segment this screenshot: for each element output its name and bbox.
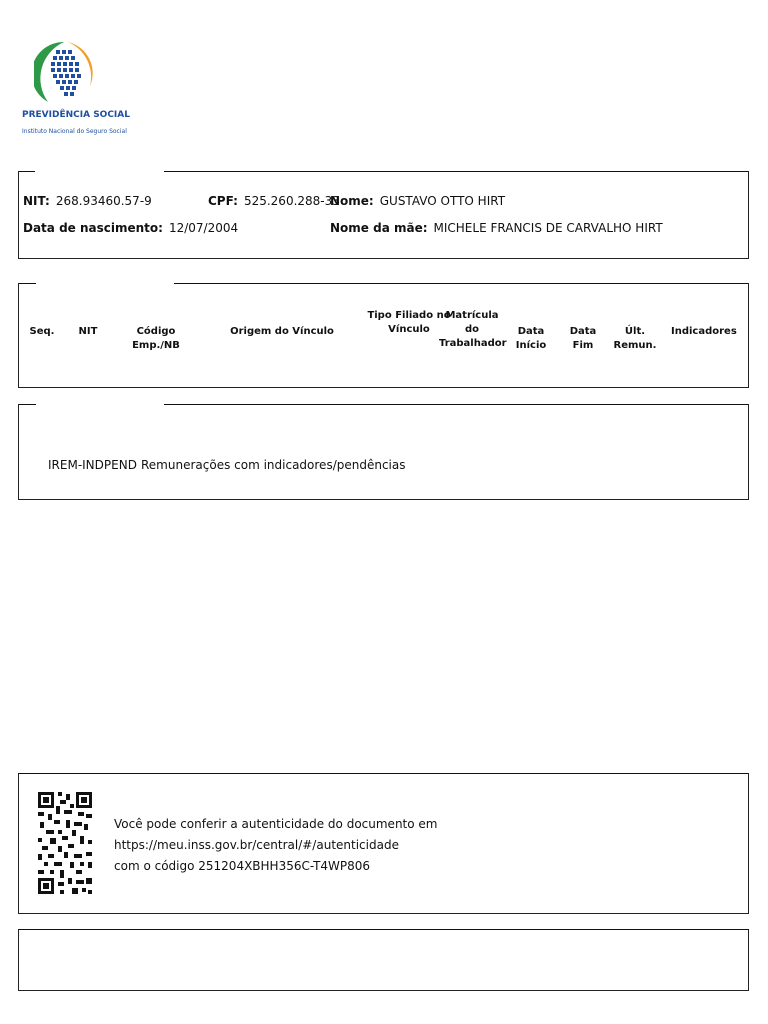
- nascimento-label: Data de nascimento:: [23, 221, 163, 235]
- legend-code: IREM-INDPEND: [48, 458, 137, 472]
- authenticity-url[interactable]: https://meu.inss.gov.br/central/#/autenticidade: [114, 838, 399, 852]
- cpf-value: 525.260.288-33: [243, 194, 340, 208]
- header-matricula-line1: Matrícula do: [445, 310, 499, 335]
- header-data-fim: Data Fim: [569, 326, 597, 351]
- nit-value: 268.93460.57-9: [55, 194, 152, 208]
- person-info-box: [18, 171, 749, 259]
- cpf-label: CPF:: [208, 194, 238, 208]
- qr-code-icon: [36, 790, 94, 896]
- authenticity-code: com o código 251204XBHH356C-T4WP806: [114, 859, 371, 873]
- legend-box: [18, 404, 749, 500]
- header-ult-remun: Últ. Remun.: [613, 326, 657, 351]
- header-indicadores: Indicadores: [671, 326, 737, 337]
- header-matricula-line2: Trabalhador: [439, 338, 507, 349]
- header-tipo-line2: Vínculo: [388, 324, 430, 335]
- authenticity-text: [114, 814, 437, 877]
- nascimento-value: 12/07/2004: [168, 221, 239, 235]
- logo-title: PREVIDÊNCIA SOCIAL: [22, 110, 130, 120]
- legend-description: Remunerações com indicadores/pendências: [141, 458, 406, 472]
- nome-field: [330, 194, 505, 208]
- nome-label: Nome:: [330, 194, 374, 208]
- previdencia-logo: [22, 40, 130, 140]
- header-data-inicio: Data Início: [515, 326, 547, 351]
- nome-value: GUSTAVO OTTO HIRT: [379, 194, 506, 208]
- header-seq: Seq.: [29, 326, 55, 337]
- authenticity-box: [18, 773, 749, 914]
- footer-box: [18, 929, 749, 991]
- mae-label: Nome da mãe:: [330, 221, 428, 235]
- logo-subtitle: Instituto Nacional do Seguro Social: [22, 128, 127, 135]
- nascimento-field: [23, 221, 238, 235]
- header-origem: Origem do Vínculo: [230, 326, 334, 337]
- nit-field: [23, 194, 152, 208]
- vinculos-table-box: [18, 283, 749, 388]
- cpf-field: [208, 194, 340, 208]
- previdencia-emblem-icon: [34, 40, 100, 106]
- header-nit: NIT: [78, 326, 98, 337]
- authenticity-line1: Você pode conferir a autenticidade do documento em: [114, 817, 438, 831]
- header-matricula: [439, 309, 505, 351]
- mae-value: MICHELE FRANCIS DE CARVALHO HIRT: [433, 221, 663, 235]
- nit-label: NIT:: [23, 194, 50, 208]
- header-tipo-line1: Tipo Filiado no: [367, 310, 451, 321]
- header-codigo: Código Emp./NB: [132, 326, 180, 351]
- mae-field: [330, 221, 663, 235]
